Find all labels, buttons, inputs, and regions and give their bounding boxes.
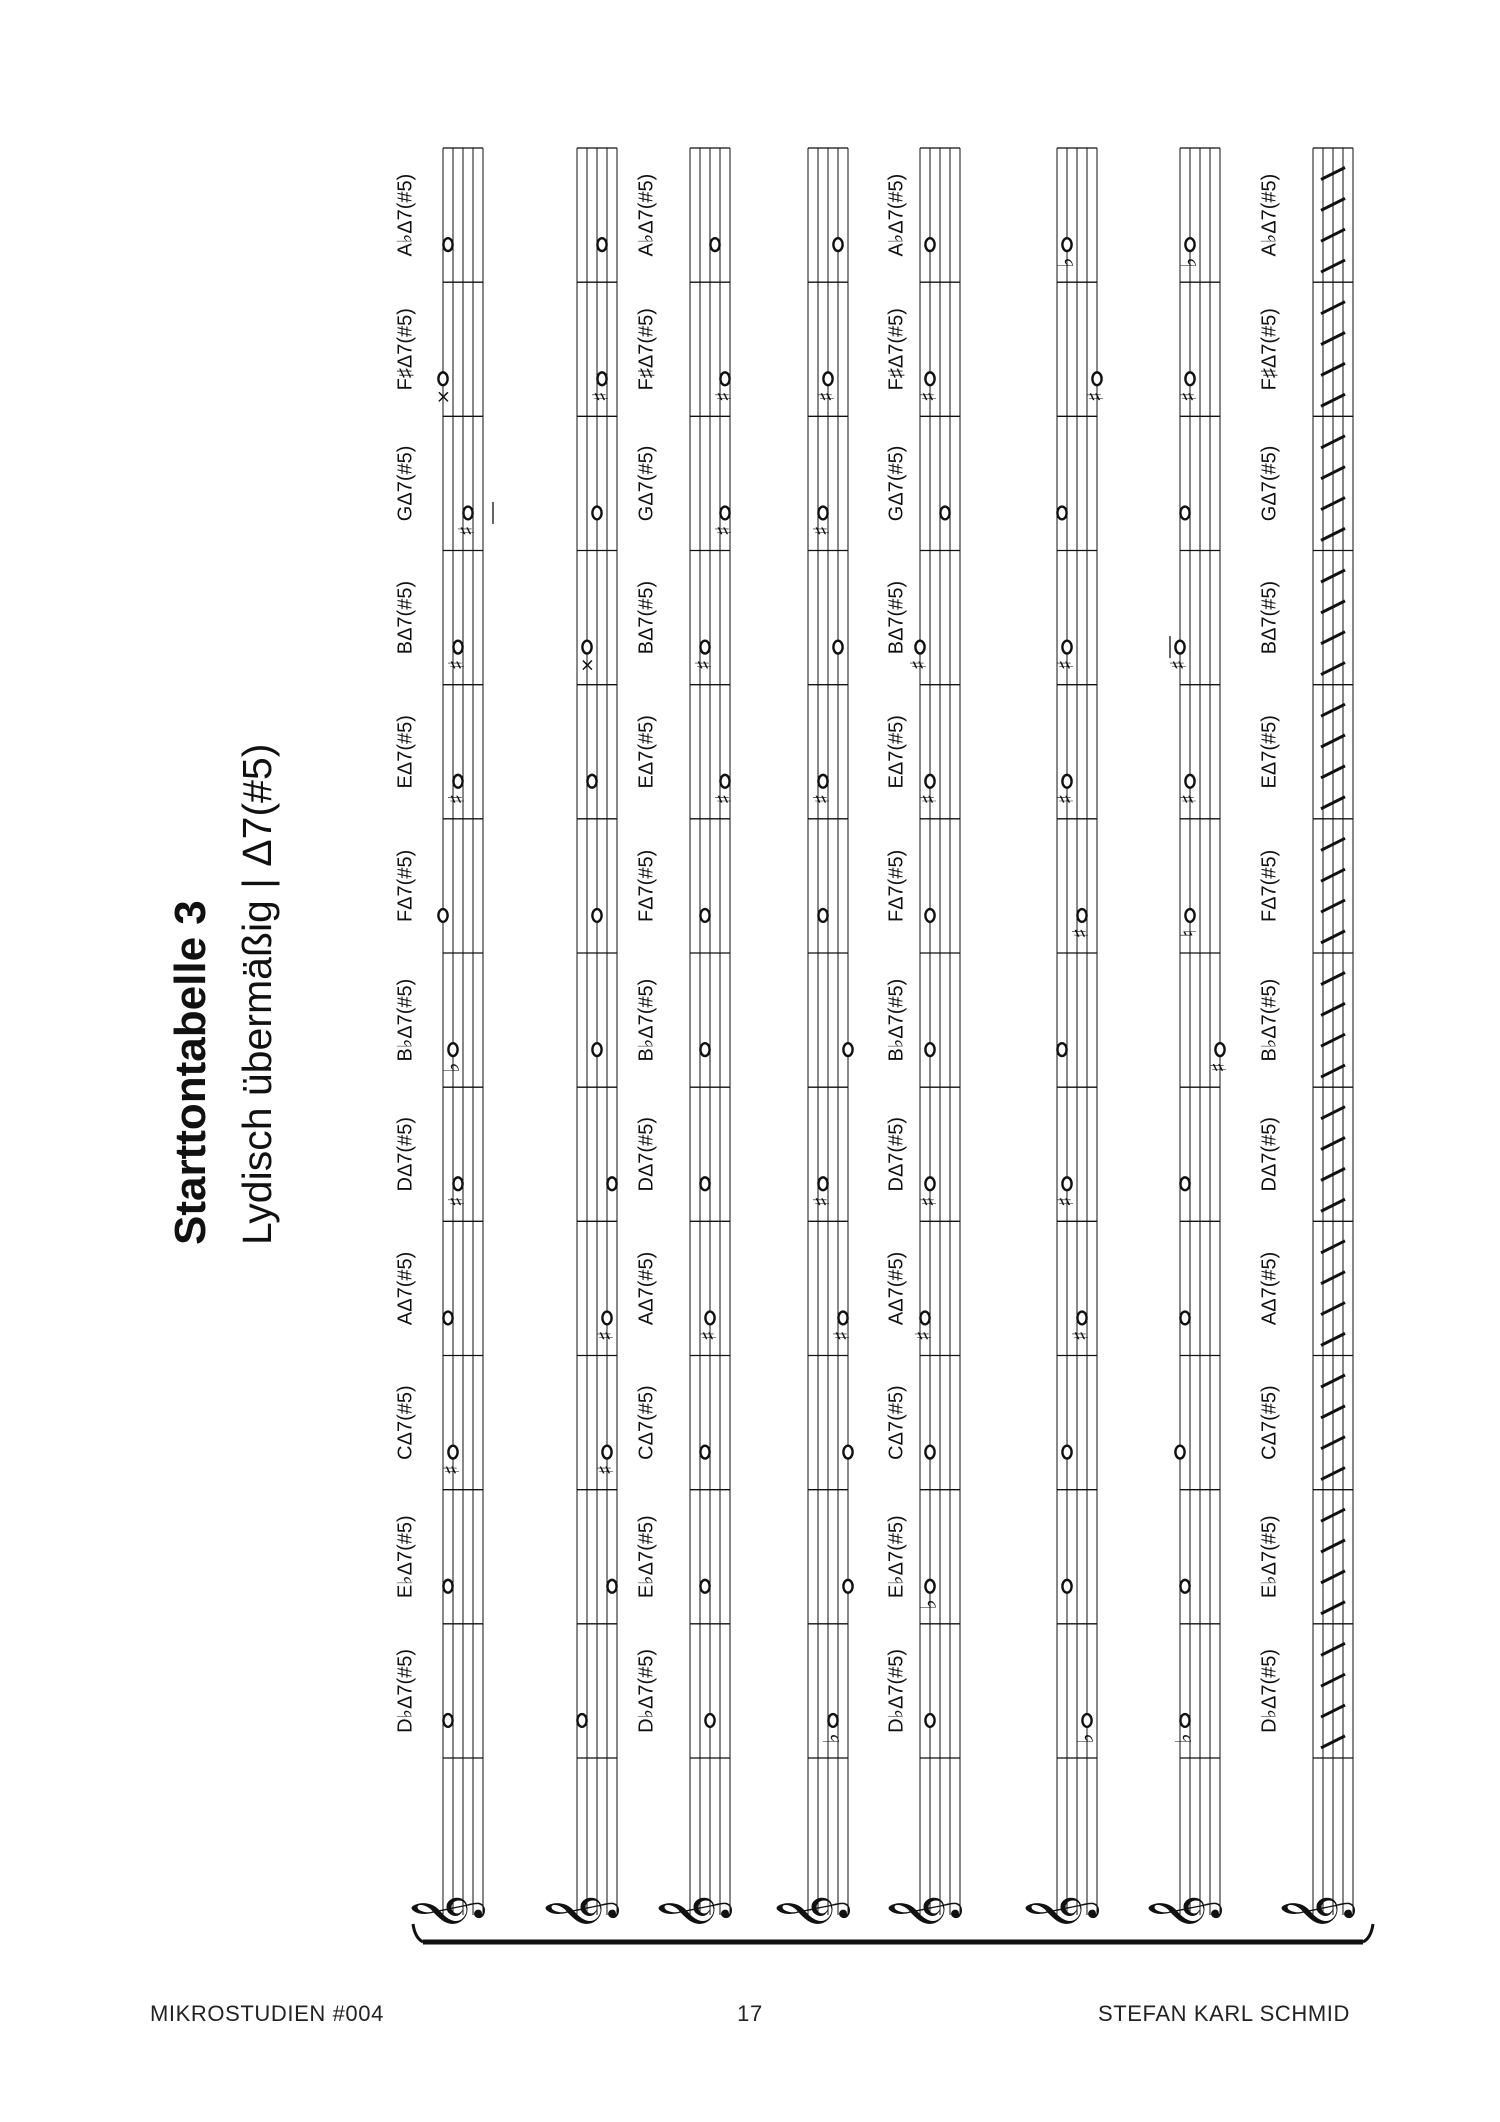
treble-clef-icon: 𝄞 <box>886 1894 959 1932</box>
note <box>710 238 719 251</box>
whole-note-head <box>1057 507 1066 520</box>
whole-note-head <box>1180 1580 1189 1593</box>
chord-symbol: F♯Δ7(#5) <box>1258 308 1281 391</box>
note <box>597 238 606 251</box>
staff-7 <box>1146 148 1222 1931</box>
sharp-accidental-icon: ♯ <box>697 1330 722 1342</box>
sharp-accidental-icon: ♯ <box>712 391 737 403</box>
sharp-accidental-icon: ♯ <box>594 1330 619 1342</box>
whole-note-head <box>925 775 934 788</box>
note <box>810 1177 835 1207</box>
note <box>438 909 447 922</box>
whole-note-head <box>705 1714 714 1727</box>
note <box>443 238 452 251</box>
whole-note-head <box>443 238 452 251</box>
chord-symbol: GΔ7(#5) <box>635 445 658 522</box>
chord-symbol: AΔ7(#5) <box>635 1251 658 1326</box>
chord-symbol: B♭Δ7(#5) <box>635 978 658 1062</box>
chord-symbol: FΔ7(#5) <box>394 849 417 923</box>
note <box>700 909 709 922</box>
note <box>833 238 842 251</box>
flat-accidental-icon: ♭ <box>1074 1733 1099 1744</box>
chord-symbol: EΔ7(#5) <box>885 715 908 789</box>
chord-symbol: CΔ7(#5) <box>885 1385 908 1460</box>
sharp-accidental-icon: ♯ <box>712 525 737 537</box>
note <box>445 641 470 671</box>
whole-note-head <box>1057 1043 1066 1056</box>
whole-note-head <box>818 1177 827 1190</box>
whole-note-head <box>925 1177 934 1190</box>
note <box>818 909 827 922</box>
sharp-accidental-icon: ♯ <box>1069 1330 1094 1342</box>
chord-symbol: FΔ7(#5) <box>1258 849 1281 923</box>
whole-note-head <box>700 1580 709 1593</box>
sharp-accidental-icon: ♯ <box>917 1196 942 1208</box>
whole-note-head <box>700 1446 709 1459</box>
whole-note-head <box>587 775 596 788</box>
chord-symbol: F♯Δ7(#5) <box>885 308 908 391</box>
chord-symbol: GΔ7(#5) <box>885 445 908 522</box>
staff-6 <box>1023 148 1099 1931</box>
sharp-accidental-icon: ♯ <box>445 1196 470 1208</box>
chord-symbol: CΔ7(#5) <box>394 1385 417 1460</box>
note <box>925 909 934 922</box>
whole-note-head <box>843 1043 852 1056</box>
chord-symbol: CΔ7(#5) <box>1258 1385 1281 1460</box>
whole-note-head <box>438 909 447 922</box>
note <box>1057 1043 1066 1056</box>
whole-note-head <box>833 238 842 251</box>
note <box>577 1714 586 1727</box>
whole-note-head <box>592 1043 601 1056</box>
whole-note-head <box>438 372 447 385</box>
note <box>443 1580 452 1593</box>
dsharp-accidental-icon: × <box>433 389 454 405</box>
note <box>1062 1580 1071 1593</box>
chords-row-4 <box>1258 174 1280 1733</box>
whole-note-head <box>448 1043 457 1056</box>
natural-accidental-icon: ♮ <box>1177 929 1202 938</box>
sharp-accidental-icon: ♯ <box>912 1330 937 1342</box>
sharp-accidental-icon: ♯ <box>917 793 942 805</box>
whole-note-head <box>1077 1312 1086 1325</box>
whole-note-head <box>915 641 924 654</box>
footer-series: MIKROSTUDIEN #004 <box>150 2001 384 2026</box>
whole-note-head <box>843 1446 852 1459</box>
whole-note-head <box>1180 1714 1189 1727</box>
whole-note-head <box>1062 641 1071 654</box>
note <box>587 775 596 788</box>
note <box>843 1580 852 1593</box>
whole-note-head <box>925 372 934 385</box>
chords-row-1 <box>394 174 416 1733</box>
whole-note-head <box>1175 641 1184 654</box>
treble-clef-icon: 𝄞 <box>1023 1894 1096 1932</box>
sharp-accidental-icon: ♯ <box>594 1464 619 1476</box>
note <box>445 775 470 805</box>
dsharp-accidental-icon: × <box>577 657 598 673</box>
note <box>1069 909 1094 939</box>
sharp-accidental-icon: ♯ <box>440 1464 465 1476</box>
note <box>1175 1446 1184 1459</box>
whole-note-head <box>925 1714 934 1727</box>
bracket-hook <box>1363 1924 1373 1942</box>
whole-note-head <box>838 1312 847 1325</box>
whole-note-head <box>700 1043 709 1056</box>
chord-symbol: D♭Δ7(#5) <box>394 1648 417 1733</box>
whole-note-head <box>602 1446 611 1459</box>
note <box>700 1177 709 1190</box>
chord-symbol: D♭Δ7(#5) <box>635 1648 658 1733</box>
chord-symbol: F♯Δ7(#5) <box>394 308 417 391</box>
whole-note-head <box>828 1714 837 1727</box>
chord-symbol: CΔ7(#5) <box>635 1385 658 1460</box>
whole-note-head <box>700 1177 709 1190</box>
whole-note-head <box>453 641 462 654</box>
whole-note-head <box>1062 1446 1071 1459</box>
chord-symbol: AΔ7(#5) <box>394 1251 417 1326</box>
flat-accidental-icon: ♭ <box>917 1599 942 1610</box>
sharp-accidental-icon: ♯ <box>1084 391 1109 403</box>
note <box>592 909 601 922</box>
whole-note-head <box>720 775 729 788</box>
whole-note-head <box>1092 372 1101 385</box>
chord-symbol: A♭Δ7(#5) <box>635 173 658 257</box>
chord-symbol: F♯Δ7(#5) <box>635 308 658 391</box>
whole-note-head <box>1180 507 1189 520</box>
whole-note-head <box>597 372 606 385</box>
whole-note-head <box>453 775 462 788</box>
sharp-accidental-icon: ♯ <box>1177 391 1202 403</box>
chord-symbol: BΔ7(#5) <box>1258 580 1281 655</box>
sharp-accidental-icon: ♯ <box>907 659 932 671</box>
flat-accidental-icon: ♭ <box>1177 257 1202 268</box>
note <box>592 507 601 520</box>
note <box>1167 636 1192 670</box>
whole-note-head <box>1062 238 1071 251</box>
chord-symbol: B♭Δ7(#5) <box>394 978 417 1062</box>
sharp-accidental-icon: ♯ <box>1054 793 1079 805</box>
whole-note-head <box>1185 775 1194 788</box>
whole-note-head <box>1082 1714 1091 1727</box>
chord-symbol: A♭Δ7(#5) <box>885 173 908 257</box>
whole-note-head <box>833 641 842 654</box>
note <box>833 641 842 654</box>
chord-symbol: DΔ7(#5) <box>394 1117 417 1192</box>
chord-symbol: AΔ7(#5) <box>885 1251 908 1326</box>
chord-symbol: A♭Δ7(#5) <box>394 173 417 257</box>
note <box>700 1043 709 1056</box>
flat-accidental-icon: ♭ <box>820 1733 845 1744</box>
sharp-accidental-icon: ♯ <box>1177 793 1202 805</box>
note <box>445 1177 470 1207</box>
note <box>820 1714 845 1744</box>
chords-row-2 <box>635 174 657 1733</box>
sharp-accidental-icon: ♯ <box>810 793 835 805</box>
sharp-accidental-icon: ♯ <box>455 525 480 537</box>
whole-note-head <box>1175 1446 1184 1459</box>
note <box>589 372 614 402</box>
whole-note-head <box>592 507 601 520</box>
note <box>810 507 835 537</box>
sharp-accidental-icon: ♯ <box>1207 1062 1232 1073</box>
flat-accidental-icon: ♭ <box>1172 1733 1197 1744</box>
whole-note-head <box>1185 372 1194 385</box>
whole-note-head <box>1062 1177 1071 1190</box>
page-subtitle: Lydisch übermäßig | Δ7(#5) <box>234 743 280 1245</box>
chord-symbol: GΔ7(#5) <box>394 445 417 522</box>
whole-note-head <box>720 507 729 520</box>
whole-note-head <box>925 1446 934 1459</box>
chord-symbol: BΔ7(#5) <box>885 580 908 655</box>
chord-symbol: EΔ7(#5) <box>1258 715 1281 789</box>
note <box>607 1580 616 1593</box>
whole-note-head <box>602 1312 611 1325</box>
treble-clef-icon: 𝄞 <box>1279 1894 1352 1932</box>
chord-symbol: D♭Δ7(#5) <box>1258 1648 1281 1733</box>
whole-note-head <box>700 909 709 922</box>
whole-note-head <box>823 372 832 385</box>
chord-symbol: FΔ7(#5) <box>635 849 658 923</box>
staff-2 <box>543 148 619 1931</box>
sharp-accidental-icon: ♯ <box>712 793 737 805</box>
chord-symbol: E♭Δ7(#5) <box>394 1515 417 1599</box>
sharp-accidental-icon: ♯ <box>810 1196 835 1208</box>
sharp-accidental-icon: ♯ <box>589 391 614 403</box>
whole-note-head <box>1077 909 1086 922</box>
chord-symbol: A♭Δ7(#5) <box>1258 173 1281 257</box>
whole-note-head <box>1215 1043 1224 1056</box>
chord-symbol: E♭Δ7(#5) <box>635 1515 658 1599</box>
treble-clef-icon: 𝄞 <box>409 1894 482 1932</box>
staff-1 <box>409 148 485 1931</box>
sharp-accidental-icon: ♯ <box>815 391 840 403</box>
whole-note-head <box>1062 775 1071 788</box>
note <box>925 238 934 251</box>
note <box>1057 507 1066 520</box>
whole-note-head <box>925 238 934 251</box>
note <box>925 1446 934 1459</box>
note <box>925 1043 934 1056</box>
whole-note-head <box>1185 238 1194 251</box>
whole-note-head <box>920 1312 929 1325</box>
chord-symbol: DΔ7(#5) <box>635 1117 658 1192</box>
note <box>1180 1177 1189 1190</box>
note <box>443 1312 452 1325</box>
note <box>1180 1580 1189 1593</box>
note <box>1180 507 1189 520</box>
note <box>830 1312 855 1342</box>
whole-note-head <box>720 372 729 385</box>
whole-note-head <box>705 1312 714 1325</box>
whole-note-head <box>700 641 709 654</box>
whole-note-head <box>443 1714 452 1727</box>
whole-note-head <box>710 238 719 251</box>
note <box>843 1043 852 1056</box>
title-block <box>166 744 280 1245</box>
staff-4 <box>774 148 850 1931</box>
sharp-accidental-icon: ♯ <box>445 793 470 805</box>
treble-clef-icon: 𝄞 <box>1146 1894 1219 1932</box>
whole-note-head <box>818 909 827 922</box>
note <box>1062 1446 1071 1459</box>
chord-symbol: BΔ7(#5) <box>394 580 417 655</box>
chord-symbol: B♭Δ7(#5) <box>885 978 908 1062</box>
whole-note-head <box>940 507 949 520</box>
chord-symbol: B♭Δ7(#5) <box>1258 978 1281 1062</box>
whole-note-head <box>818 507 827 520</box>
whole-note-head <box>463 507 472 520</box>
note <box>712 507 737 537</box>
treble-clef-icon: 𝄞 <box>656 1894 729 1932</box>
note <box>700 1446 709 1459</box>
note <box>455 502 493 536</box>
note <box>705 1714 714 1727</box>
note <box>940 507 949 520</box>
whole-note-head <box>453 1177 462 1190</box>
whole-note-head <box>443 1580 452 1593</box>
note <box>925 1714 934 1727</box>
flat-accidental-icon: ♭ <box>440 1062 465 1073</box>
treble-clef-icon: 𝄞 <box>543 1894 616 1932</box>
whole-note-head <box>1062 1580 1071 1593</box>
footer-page-number: 17 <box>737 2001 763 2026</box>
sharp-accidental-icon: ♯ <box>810 525 835 537</box>
chord-symbol: GΔ7(#5) <box>1258 445 1281 522</box>
sharp-accidental-icon: ♯ <box>445 659 470 671</box>
sharp-accidental-icon: ♯ <box>1054 1196 1079 1208</box>
whole-note-head <box>925 1580 934 1593</box>
note <box>692 641 717 671</box>
staff-8 <box>1279 148 1355 1931</box>
whole-note-head <box>843 1580 852 1593</box>
note <box>712 775 737 805</box>
chord-symbol: E♭Δ7(#5) <box>1258 1515 1281 1599</box>
note <box>443 1714 452 1727</box>
whole-note-head <box>818 775 827 788</box>
sharp-accidental-icon: ♯ <box>692 659 717 671</box>
note <box>1172 1714 1197 1744</box>
chord-symbol: BΔ7(#5) <box>635 580 658 655</box>
whole-note-head <box>607 1580 616 1593</box>
whole-note-head <box>1180 1177 1189 1190</box>
note <box>700 1580 709 1593</box>
note <box>843 1446 852 1459</box>
whole-note-head <box>443 1312 452 1325</box>
whole-note-head <box>592 909 601 922</box>
flat-accidental-icon: ♭ <box>1054 257 1079 268</box>
whole-note-head <box>925 1043 934 1056</box>
chord-symbol: E♭Δ7(#5) <box>885 1515 908 1599</box>
staff-3 <box>656 148 732 1931</box>
whole-note-head <box>597 238 606 251</box>
footer-author: STEFAN KARL SCHMID <box>1097 2001 1350 2026</box>
chords-row-3 <box>885 174 907 1733</box>
note <box>1180 1312 1189 1325</box>
chord-symbol: D♭Δ7(#5) <box>885 1648 908 1733</box>
page-title: Starttontabelle 3 <box>166 900 215 1245</box>
whole-note-head <box>448 1446 457 1459</box>
chord-symbol: DΔ7(#5) <box>1258 1117 1281 1192</box>
note <box>1069 1312 1094 1342</box>
chord-symbol: EΔ7(#5) <box>635 715 658 789</box>
chord-symbol: FΔ7(#5) <box>885 849 908 923</box>
note <box>607 1177 616 1190</box>
whole-note-head <box>577 1714 586 1727</box>
whole-note-head <box>607 1177 616 1190</box>
sharp-accidental-icon: ♯ <box>830 1330 855 1342</box>
whole-note-head <box>925 909 934 922</box>
whole-note-head <box>1180 1312 1189 1325</box>
note <box>912 1312 937 1342</box>
whole-note-head <box>582 641 591 654</box>
note <box>810 775 835 805</box>
sharp-accidental-icon: ♯ <box>917 391 942 403</box>
chord-symbol: AΔ7(#5) <box>1258 1251 1281 1326</box>
sharp-accidental-icon: ♯ <box>1069 928 1094 939</box>
sharp-accidental-icon: ♯ <box>1167 659 1192 671</box>
chord-symbol: EΔ7(#5) <box>394 715 417 789</box>
note <box>592 1043 601 1056</box>
treble-clef-icon: 𝄞 <box>774 1894 847 1932</box>
sharp-accidental-icon: ♯ <box>1054 659 1079 671</box>
whole-note-head <box>1185 909 1194 922</box>
note <box>712 372 737 402</box>
chord-symbol: DΔ7(#5) <box>885 1117 908 1192</box>
